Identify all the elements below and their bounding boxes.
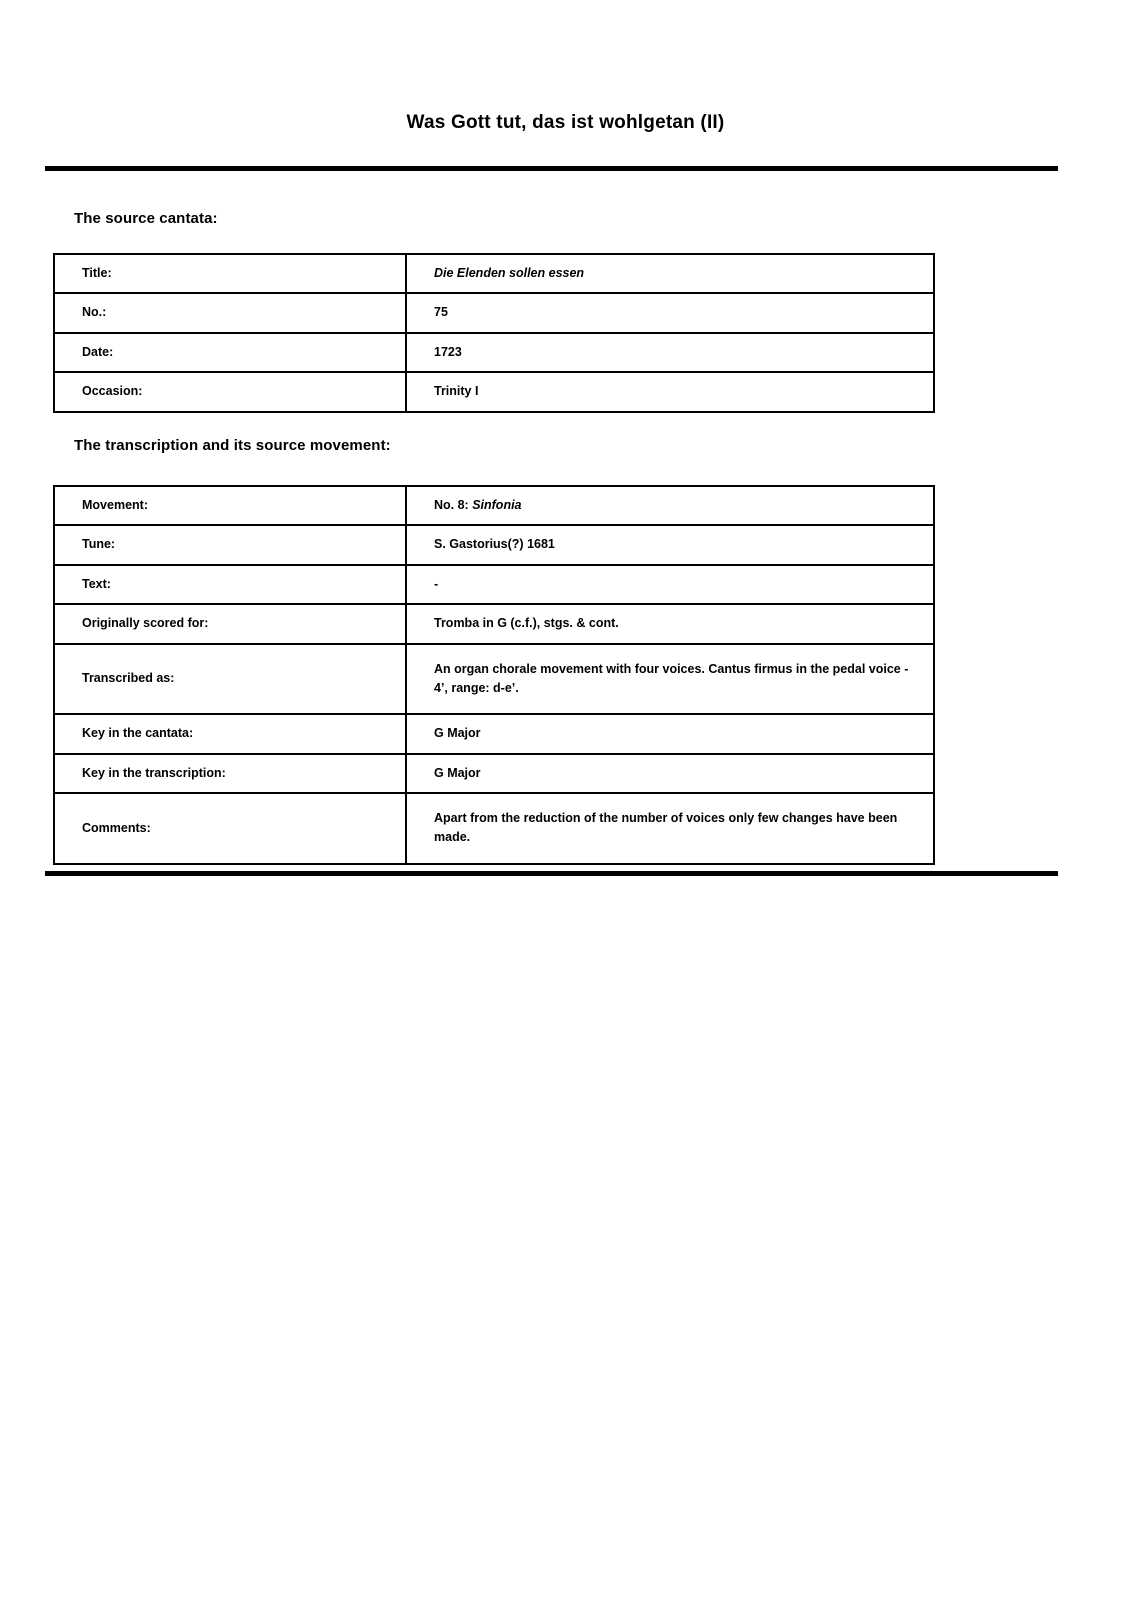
- row-label-date: Date:: [54, 333, 406, 372]
- table-row: [54, 333, 934, 372]
- row-label-key-in-cantata: Key in the cantata:: [54, 714, 406, 753]
- row-value-occasion: Trinity I: [406, 372, 934, 411]
- row-value-comments: Apart from the reduction of the number of voices only few changes have been made.: [406, 793, 934, 864]
- movement-title: Sinfonia: [472, 498, 522, 512]
- movement-prefix: No. 8:: [434, 498, 473, 512]
- table-row: [54, 644, 934, 715]
- transcription-table: [53, 485, 935, 865]
- row-value-date: 1723: [406, 333, 934, 372]
- table-row: [54, 486, 934, 525]
- row-label-transcribed-as: Transcribed as:: [54, 644, 406, 715]
- table-row: [54, 372, 934, 411]
- table-row: [54, 754, 934, 793]
- top-divider-rule: [45, 166, 1058, 171]
- row-label-title: Title:: [54, 254, 406, 293]
- row-label-comments: Comments:: [54, 793, 406, 864]
- source-cantata-table: [53, 253, 935, 413]
- row-value-transcribed-as: An organ chorale movement with four voices. Cantus firmus in the pedal voice - 4’, range: d-e’.: [406, 644, 934, 715]
- row-value-movement: [406, 486, 934, 525]
- row-value-key-in-transcription: G Major: [406, 754, 934, 793]
- row-value-key-in-cantata: G Major: [406, 714, 934, 753]
- row-label-key-in-transcription: Key in the transcription:: [54, 754, 406, 793]
- row-label-number: No.:: [54, 293, 406, 332]
- table-row: [54, 293, 934, 332]
- row-value-tune: S. Gastorius(?) 1681: [406, 525, 934, 564]
- row-label-originally-scored-for: Originally scored for:: [54, 604, 406, 643]
- table-row: [54, 793, 934, 864]
- row-label-occasion: Occasion:: [54, 372, 406, 411]
- table-row: [54, 525, 934, 564]
- table-row: [54, 565, 934, 604]
- table-row: [54, 714, 934, 753]
- table-row: [54, 604, 934, 643]
- row-value-number: 75: [406, 293, 934, 332]
- row-value-originally-scored-for: Tromba in G (c.f.), stgs. & cont.: [406, 604, 934, 643]
- row-value-text: -: [406, 565, 934, 604]
- bottom-divider-rule: [45, 871, 1058, 876]
- table-row: [54, 254, 934, 293]
- row-label-tune: Tune:: [54, 525, 406, 564]
- section-heading-transcription: The transcription and its source movement:: [74, 437, 391, 454]
- page-title: Was Gott tut, das ist wohlgetan (II): [406, 112, 725, 133]
- row-label-text: Text:: [54, 565, 406, 604]
- row-value-title: Die Elenden sollen essen: [406, 254, 934, 293]
- row-label-movement: Movement:: [54, 486, 406, 525]
- section-heading-source-cantata: The source cantata:: [74, 210, 218, 227]
